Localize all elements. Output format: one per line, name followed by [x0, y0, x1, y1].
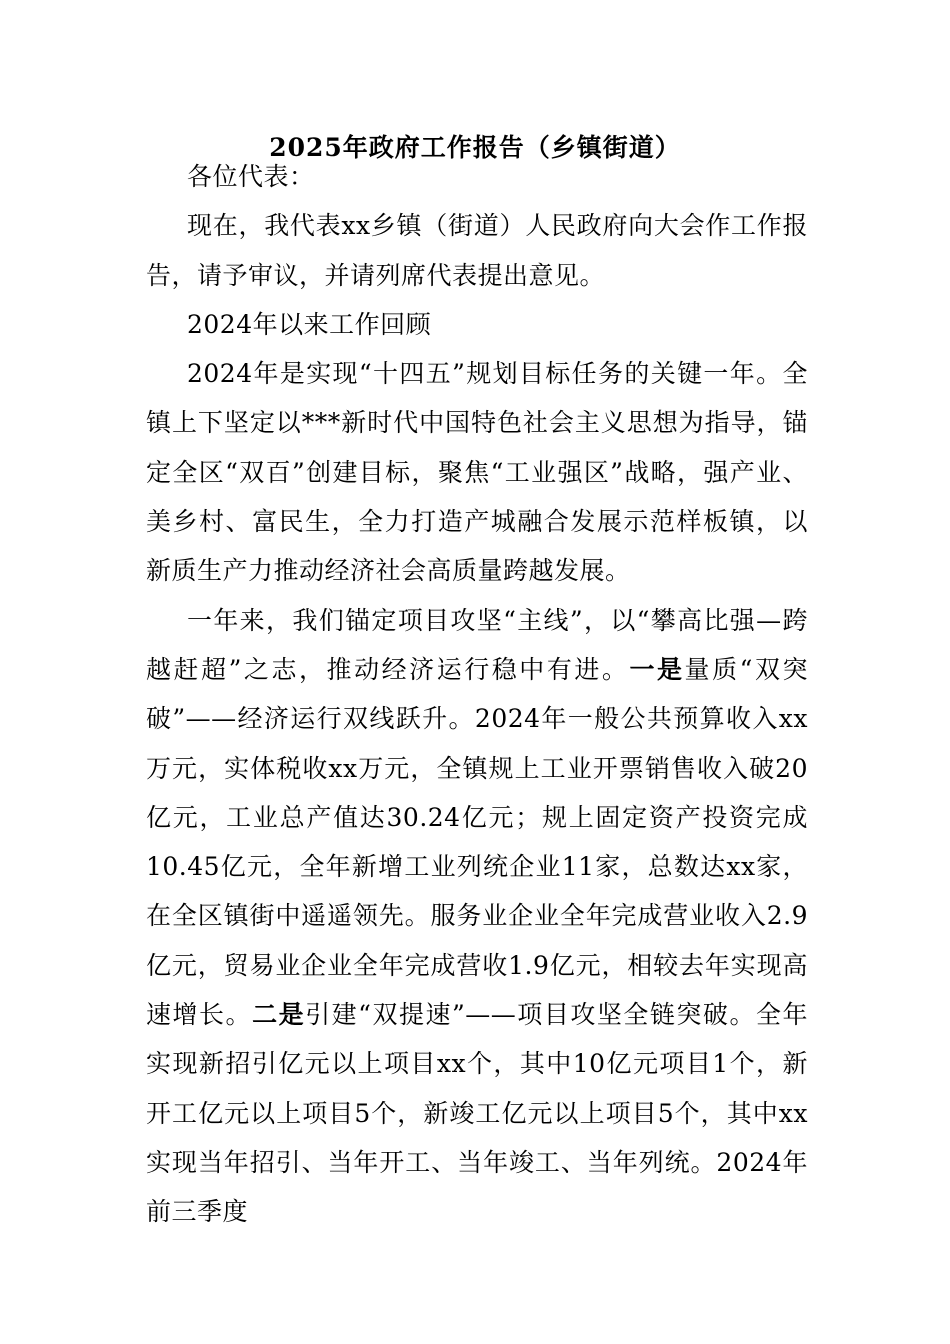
point-1-marker: 一是	[629, 654, 685, 684]
paragraph-2-lead: 一年来，我们锚定项目攻坚“主线”，以“攀高比强—跨越赶超”之志，推动经济运行稳中有进。	[146, 605, 808, 684]
paragraph-2	[146, 596, 808, 1237]
intro-paragraph: 现在，我代表xx乡镇（街道）人民政府向大会作工作报告，请予审议，并请列席代表提出意见。	[146, 211, 808, 290]
paragraph-1: 2024年是实现“十四五”规划目标任务的关键一年。全镇上下坚定以***新时代中国特色社会主义思想为指导，锚定全区“双百”创建目标，聚焦“工业强区”战略，强产业、美乡村、富民生，全力打造产城融合发展示范样板镇，以新质生产力推动经济社会高质量跨越发展。	[146, 359, 808, 586]
section-heading: 2024年以来工作回顾	[187, 309, 432, 339]
document-title: 2025年政府工作报告（乡镇街道）	[269, 133, 681, 162]
document-body	[146, 152, 808, 1237]
point-1-text: 量质“双突破”——经济运行双线跃升。2024年一般公共预算收入xx万元，实体税收xx万元，全镇规上工业开票销售收入破20亿元，工业总产值达30.24亿元；规上固定资产投资完成10.45亿元，全年新增工业列统企业11家，总数达xx家，在全区镇街中遥遥领先。服务业企业全年完成营业收入2.9亿元，贸易业企业全年完成营收1.9亿元，相较去年实现高速增长。	[146, 654, 808, 1030]
point-2-text: 引建“双提速”——项目攻坚全链突破。全年实现新招引亿元以上项目xx个，其中10亿元项目1个，新开工亿元以上项目5个，新竣工亿元以上项目5个，其中xx实现当年招引、当年开工、当年竣工、当年列统。2024年前三季度	[146, 1000, 808, 1227]
point-2-marker: 二是	[252, 1000, 306, 1030]
salutation: 各位代表：	[187, 162, 315, 191]
